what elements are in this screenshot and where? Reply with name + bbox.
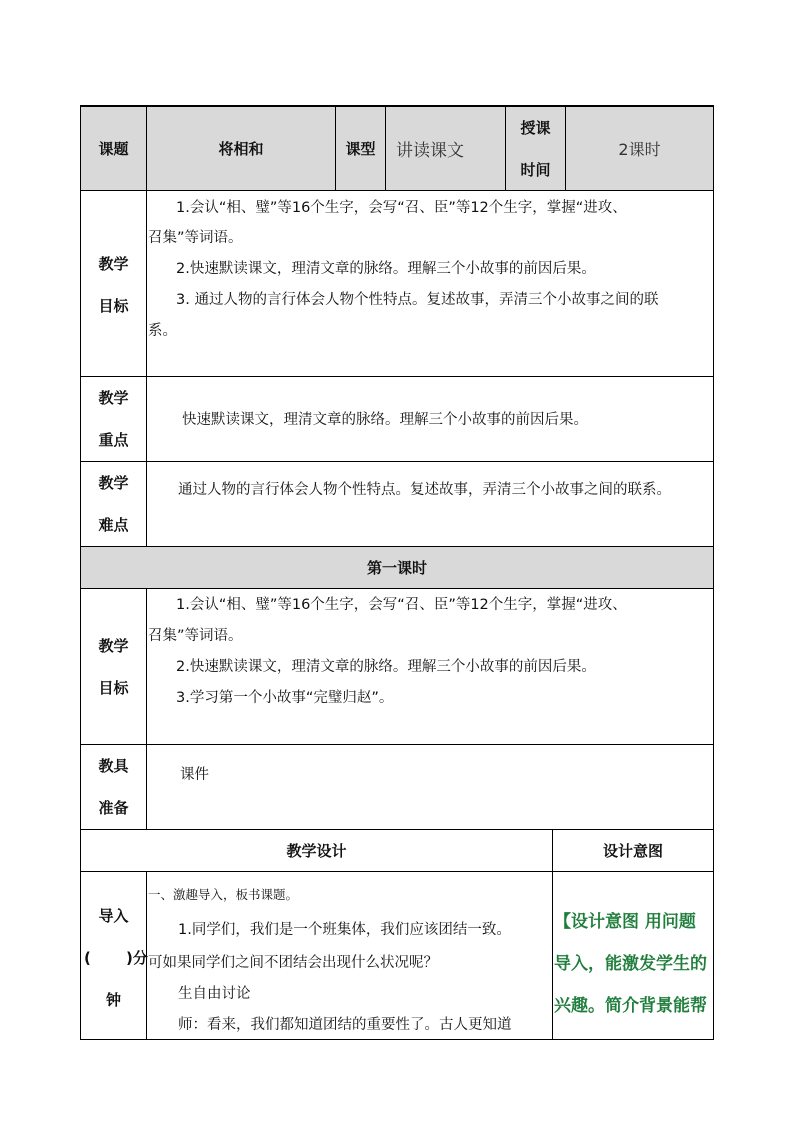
intro-label-line1: 导入	[98, 907, 129, 925]
lesson-objectives-label-line2: 目标	[98, 679, 129, 697]
materials-label-line1: 教具	[98, 757, 129, 775]
type-label: 课型	[345, 140, 376, 158]
lesson-objective-line-2: 召集”等词语。	[148, 628, 243, 644]
table-border	[80, 461, 714, 462]
objective-line-4: 3. 通过人物的言行体会人物个性特点。复述故事，弄清三个小故事之间的联	[176, 292, 659, 308]
table-border	[80, 744, 714, 745]
course-title: 将相和	[218, 140, 264, 158]
table-border	[80, 871, 714, 872]
intro-label-line4: 钟	[105, 991, 121, 1009]
intro-label-minutes: )分	[126, 949, 148, 967]
intro-label-paren: (	[84, 949, 91, 967]
key-points-label-line2: 重点	[98, 431, 129, 449]
objective-line-5: 系。	[148, 323, 177, 339]
objective-line-3: 2.快速默读课文，理清文章的脉络。理解三个小故事的前因后果。	[176, 261, 596, 277]
key-points-label-line1: 教学	[98, 389, 129, 407]
lesson-objective-line-1: 1.会认“相、璧”等16个生字，会写“召、臣”等12个生字，掌握“进攻、	[176, 597, 627, 613]
objective-line-1: 1.会认“相、璧”等16个生字，会写“召、臣”等12个生字，掌握“进攻、	[176, 200, 627, 216]
difficulties-text: 通过人物的言行体会人物个性特点。复述故事，弄清三个小故事之间的联系。	[178, 482, 671, 498]
intent-line-1: 【设计意图 用问题	[554, 912, 696, 932]
materials-label-line2: 准备	[98, 799, 129, 817]
objective-line-2: 召集”等词语。	[148, 230, 243, 246]
difficulties-label-line2: 难点	[98, 516, 129, 534]
lesson-objective-line-3: 2.快速默读课文，理清文章的脉络。理解三个小故事的前因后果。	[176, 659, 596, 675]
lesson-one-title: 第一课时	[366, 559, 427, 577]
table-border	[80, 190, 714, 191]
design-line-1: 一、激趣导入，板书课题。	[148, 887, 299, 902]
lesson-objective-line-4: 3.学习第一个小故事“完璧归赵”。	[176, 690, 394, 706]
table-border	[146, 588, 147, 829]
design-column-header: 教学设计	[286, 842, 347, 860]
materials-text: 课件	[180, 767, 209, 783]
key-points-text: 快速默读课文，理清文章的脉络。理解三个小故事的前因后果。	[182, 412, 588, 428]
intent-line-3: 兴趣。简介背景能帮	[554, 996, 707, 1016]
design-line-3: 可如果同学们之间不团结会出现什么状况呢？	[148, 955, 438, 971]
time-label-line1: 授课	[520, 119, 551, 137]
type-value: 讲读课文	[396, 141, 464, 161]
objectives-label-line1: 教学	[98, 255, 129, 273]
intent-column-header: 设计意图	[602, 842, 663, 860]
table-border	[385, 105, 386, 191]
table-border	[713, 105, 714, 1040]
table-border	[80, 1039, 714, 1040]
intent-line-2: 导入，能激发学生的	[554, 954, 707, 974]
course-label: 课题	[98, 140, 129, 158]
lesson-objectives-label-line1: 教学	[98, 637, 129, 655]
difficulties-label-line1: 教学	[98, 474, 129, 492]
time-label-line2: 时间	[520, 161, 551, 179]
design-line-5: 师：看来，我们都知道团结的重要性了。古人更知道	[178, 1017, 512, 1033]
design-line-2: 1.同学们，我们是一个班集体，我们应该团结一致。	[178, 922, 511, 938]
objectives-label-line2: 目标	[98, 297, 129, 315]
table-border	[80, 376, 714, 377]
design-line-4: 生自由讨论	[178, 986, 251, 1002]
time-value: 2课时	[618, 140, 661, 159]
table-border	[80, 588, 714, 589]
